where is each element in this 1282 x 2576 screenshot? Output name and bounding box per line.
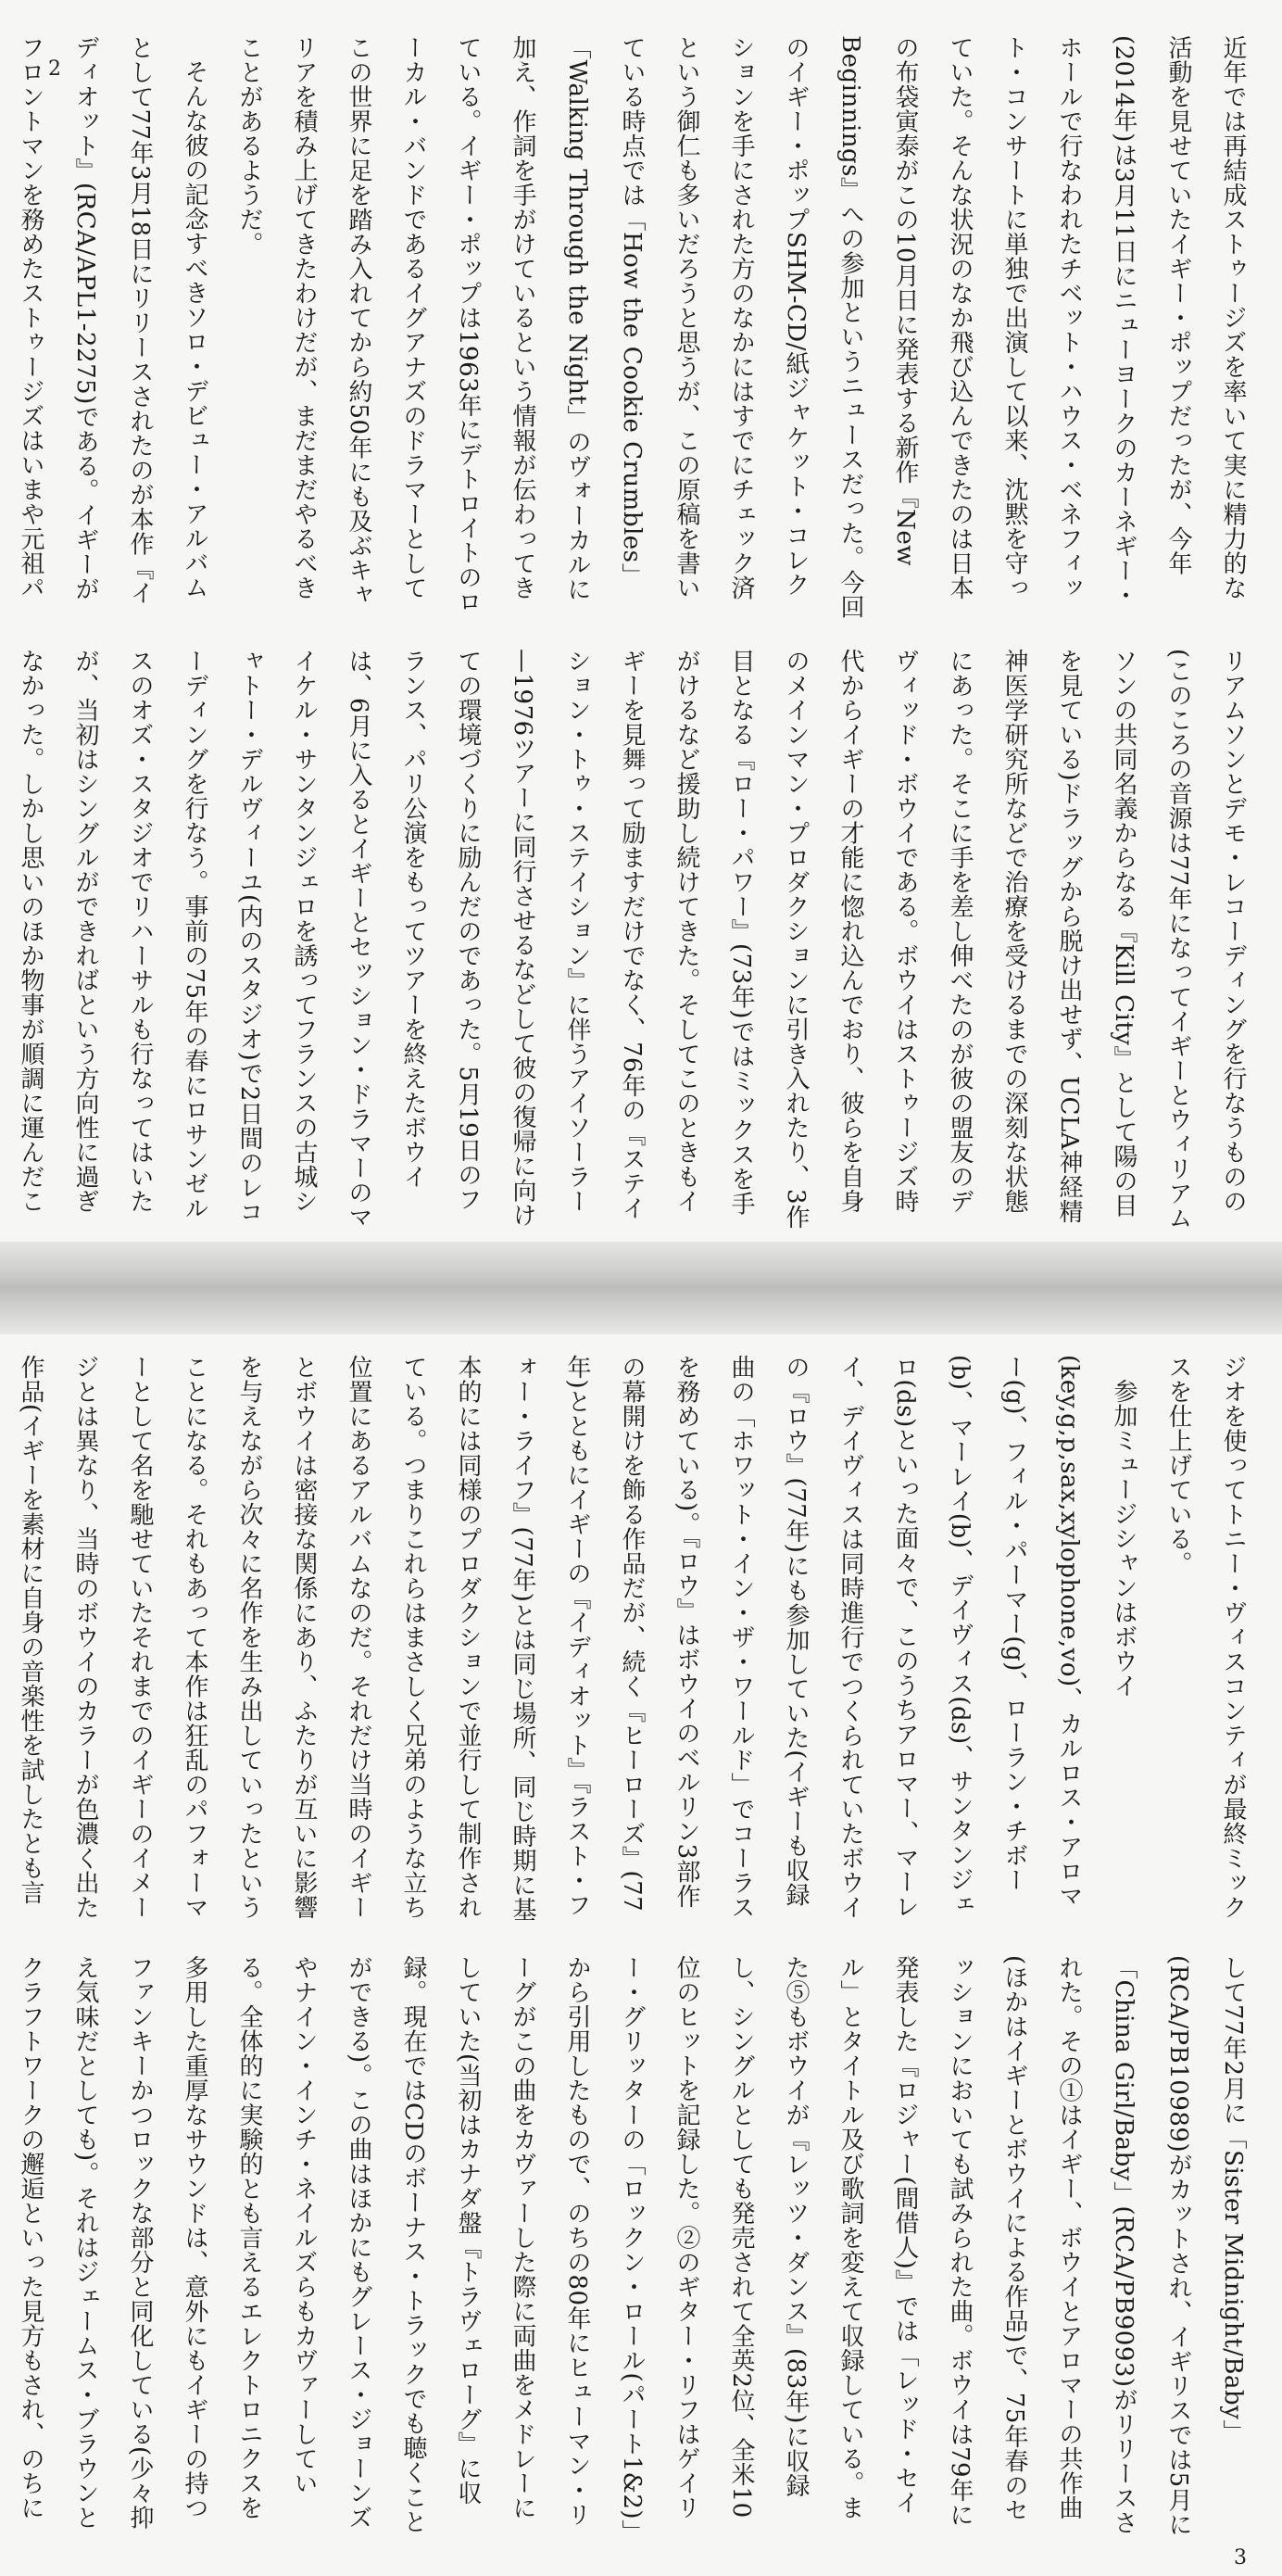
right-page: [0, 1334, 1282, 2576]
liner-notes-column-4: [17, 1955, 1260, 2539]
page-fold: [0, 1242, 1282, 1334]
paragraph: そんな彼の記念すべきソロ・デビュー・アルバムとして77年3月18日にリリースされたのが本作『イディオット』(RCA/APL1-2275)である。イギーがフロントマンを務めたストゥージズはいまや元祖パ: [17, 35, 208, 606]
page-number-left: 2: [48, 57, 61, 81]
liner-notes-column-3: [17, 1355, 1260, 1929]
paragraph: ジオを使ってトニー・ヴィスコンティが最終ミックスを仕上げている。: [1164, 1355, 1247, 1920]
paragraph: リアムソンとデモ・レコーディングを行なうものの(このころの音源は77年になってイギーとウィリアムソンの共同名義からなる『Kill City』として陽の目を見ている)ドラッグから脱け出せず、UCLA神経精神医学研究所などで治療を受けるまでの深刻な状態にあった。そこに手を差し伸べたのが彼の盟友のデヴィッド・ボウイである。ボウイはストゥージズ時代からイギーの才能に惚れ込んでおり、彼らを自身のメインマン・プロダクションに引き入れたり、3作目となる『ロー・パワー』(73年)ではミックスを手がけるなど援助し続けてきた。そしてこのときもイギーを見舞って励ますだけでなく、76年の『ステイション・トゥ・ステイション』に伴うアイソーラー—1976ツアーに同行させるなどして彼の復帰に向けての環境づくりに励んだのであった。5月19日のフランス、パリ公演をもってツアーを終えたボウイは、6月に入るとイギーとセッション・ドラマーのマイケル・サンタンジェロを誘ってフランスの古城シャトー・デルヴィーユ(内のスタジオ)で2日間のレコーディングを行なう。事前の75年の春にロサンゼルスのオズ・スタジオでリハーサルも行なってはいたが、当初はシングルができればという方向性に過ぎなかった。しかし思いのほか物事が順調に運んだこ: [17, 649, 1247, 1231]
left-page: [0, 0, 1282, 1242]
paragraph: して77年2月に「Sister Midnight/Baby」(RCA/PB10989)がカットされ、イギリスでは5月に「China Girl/Baby」(RCA/PB9093)がリリースされた。その①はイギー、ボウイとアロマーの共作曲(ほかはイギーとボウイによる作品)で、75年春のセッションにおいても試みられた曲。ボウイは79年に発表した『ロジャー(間借人)』では「レッド・セイル」とタイトル及び歌詞を変えて収録している。また⑤もボウイが『レッツ・ダンス』(83年)に収録し、シングルとしても発売されて全英2位、全米10位のヒットを記録した。②のギター・リフはゲイリー・グリッターの「ロックン・ロール(パート1&2)」から引用したもので、のちの80年にヒューマン・リーグがこの曲をカヴァーした際に両曲をメドレーにしていた(当初はカナダ盤『トラヴェローグ』に収録。現在ではCDのボーナス・トラックでも聴くことができる)。この曲はほかにもグレース・ジョーンズやナイン・インチ・ネイルズらもカヴァーしている。全体的に実験的とも言えるエレクトロニクスを多用した重厚なサウンドは、意外にもイギーの持つファンキーかつロックな部分と同化している(少々抑え気味だとしても)。それはジェームス・ブラウンとクラフトワークの邂逅といった見方もされ、のちに: [17, 1955, 1247, 2537]
liner-notes-column-2: [17, 649, 1260, 1232]
page-number-right: 3: [1234, 2546, 1247, 2570]
paragraph: 参加ミュージシャンはボウイ(key,g,p,sax,xylophone,vo)、カルロス・アロマー(g)、フィル・パーマー(g)、ローラン・チボー(b)、マーレイ(b)、デイヴィス(ds)、サンタンジェロ(ds)といった面々で、このうちアロマー、マーレイ、デイヴィスは同時進行でつくられていたボウイの『ロウ』(77年)にも参加していた(イギーも収録曲の「ホワット・イン・ザ・ワールド」でコーラスを務めている)。『ロウ』はボウイのベルリン3部作の幕開けを飾る作品だが、続く『ヒーローズ』(77年)とともにイギーの『イディオット』『ラスト・フォー・ライフ』(77年)とは同じ場所、同じ時期に基本的には同様のプロダクションで並行して制作されている。つまりこれらはまさしく兄弟のような立ち位置にあるアルバムなのだ。それだけ当時のイギーとボウイは密接な関係にあり、ふたりが互いに影響を与えながら次々に名作を生み出していったということになる。それもあって本作は狂乱のパフォーマーとして名を馳せていたそれまでのイギーのイメージとは異なり、当時のボウイのカラーが色濃く出た作品(イギーを素材に自身の音楽性を試したとも言: [17, 1355, 1137, 1922]
paragraph: 近年では再結成ストゥージズを率いて実に精力的な活動を見せていたイギー・ポップだったが、今年(2014年)は3月11日にニューヨークのカーネギー・ホールで行なわれたチベット・ハウス・ベネフィット・コンサートに単独で出演して以来、沈黙を守っていた。そんな状況のなか飛び込んできたのは日本の布袋寅泰がこの10月日に発表する新作『New Beginnings』への参加というニュースだった。今回のイギー・ポップSHM-CD/紙ジャケット・コレクションを手にされた方のなかにはすでにチェック済という御仁も多いだろうと思うが、この原稿を書いている時点では「How the Cookie Crumbles」「Walking Through the Night」のヴォーカルに加え、作詞を手がけているという情報が伝わってきている。イギー・ポップは1963年にデトロイトのローカル・バンドであるイグアナズのドラマーとしてこの世界に足を踏み入れてから約50年にも及ぶキャリアを積み上げてきたわけだが、まだまだやるべきことがあるようだ。: [235, 35, 1247, 619]
liner-notes-column-1: [17, 35, 1260, 619]
